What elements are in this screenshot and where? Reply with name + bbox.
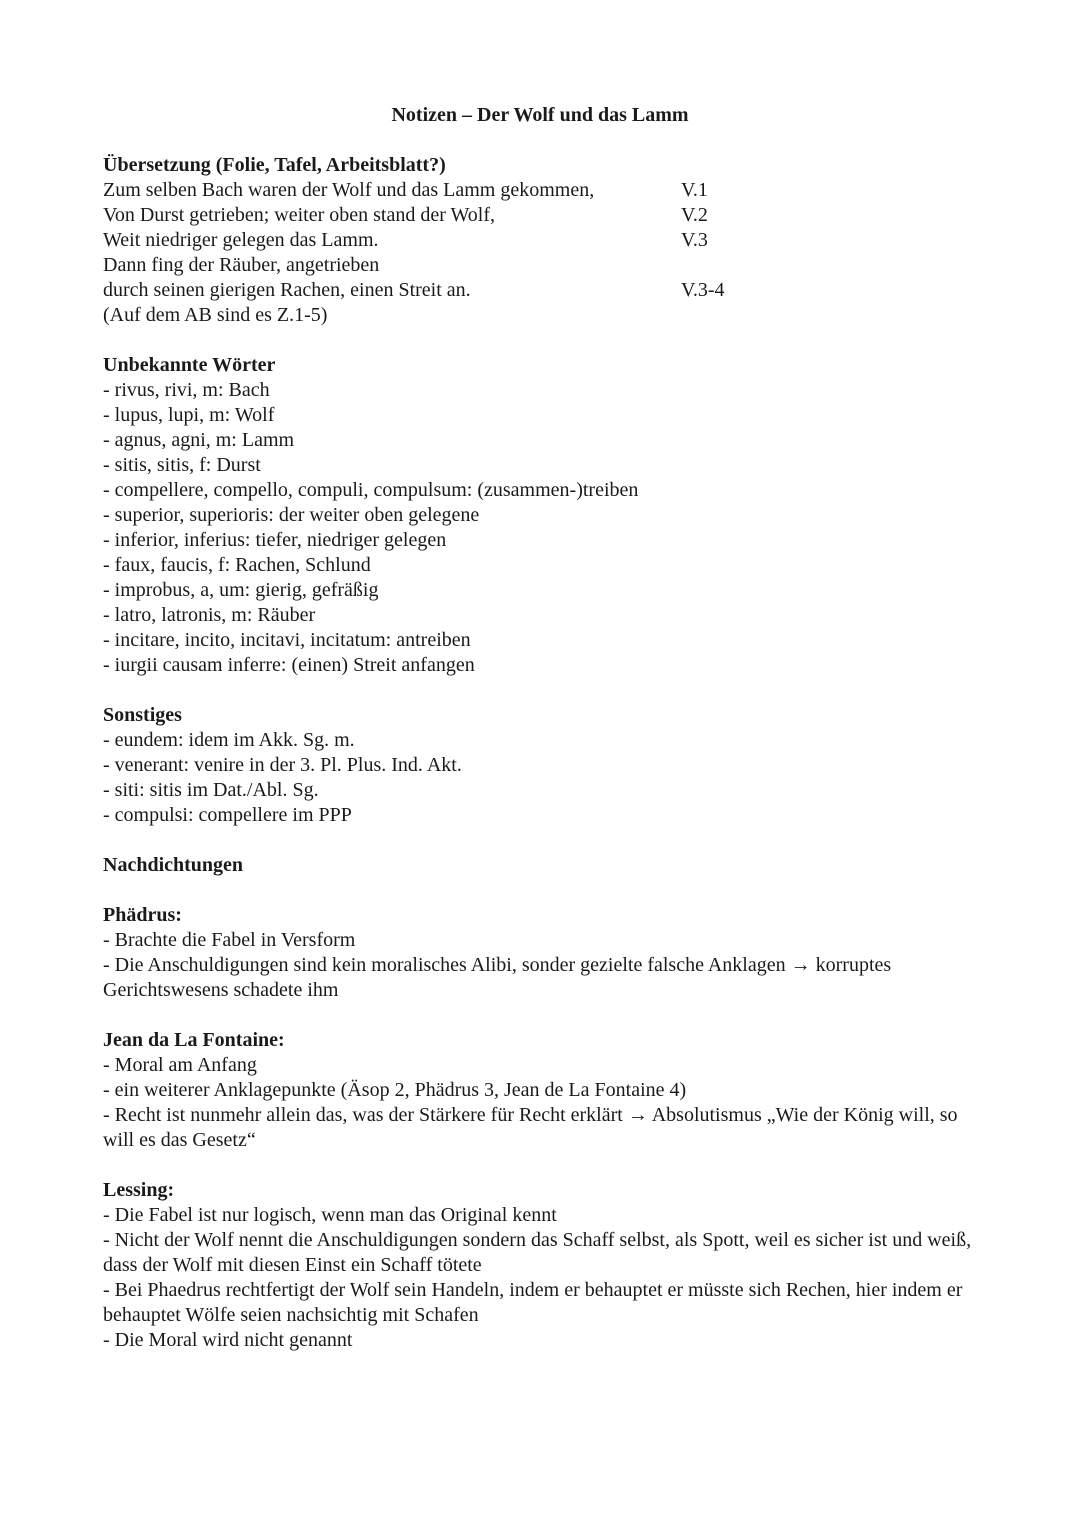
vocab-item: - incitare, incito, incitavi, incitatum: antreiben	[103, 629, 471, 651]
lessing-item: - Bei Phaedrus rechtfertigt der Wolf sein Handeln, indem er behauptet er müsste sich Rechen, hier indem er behauptet Wölfe seien nachsichtig mit Schafen	[103, 1279, 963, 1326]
vocab-item: - inferior, inferius: tiefer, niedriger gelegen	[103, 529, 447, 551]
translation-row	[103, 178, 973, 203]
translation-text: Von Durst getrieben; weiter oben stand der Wolf,	[103, 204, 496, 226]
spacer	[103, 878, 973, 903]
spacer	[103, 828, 973, 853]
vocab-item: - rivus, rivi, m: Bach	[103, 379, 270, 401]
lafontaine-item: - ein weiterer Anklagepunkte (Äsop 2, Phädrus 3, Jean de La Fontaine 4)	[103, 1079, 687, 1101]
phaedrus-item: - Die Anschuldigungen sind kein moralisches Alibi, sonder gezielte falsche Anklagen → korruptes Gerichtswesens schadete ihm	[103, 954, 892, 1001]
translation-text: (Auf dem AB sind es Z.1-5)	[103, 304, 328, 326]
vocab-heading: Unbekannte Wörter	[103, 354, 276, 376]
vocab-item: - superior, superioris: der weiter oben gelegene	[103, 504, 480, 526]
document-title: Notizen – Der Wolf und das Lamm	[391, 104, 689, 126]
nachdichtungen-heading: Nachdichtungen	[103, 854, 244, 876]
verse-reference: V.3	[681, 229, 708, 251]
translation-row	[103, 303, 973, 328]
lessing-heading: Lessing:	[103, 1179, 175, 1201]
translation-row	[103, 278, 973, 303]
misc-item: - compulsi: compellere im PPP	[103, 804, 352, 826]
phaedrus-heading: Phädrus:	[103, 904, 182, 926]
spacer	[103, 1003, 973, 1028]
lafontaine-item: - Recht ist nunmehr allein das, was der Stärkere für Recht erklärt → Absolutismus „Wie der König will, so will es das Gesetz“	[103, 1104, 958, 1151]
phaedrus-item: - Brachte die Fabel in Versform	[103, 929, 356, 951]
translation-text: durch seinen gierigen Rachen, einen Streit an.	[103, 279, 471, 301]
lessing-item: - Die Fabel ist nur logisch, wenn man das Original kennt	[103, 1204, 557, 1226]
lessing-item: - Die Moral wird nicht genannt	[103, 1329, 353, 1351]
vocab-item: - latro, latronis, m: Räuber	[103, 604, 316, 626]
vocab-item: - agnus, agni, m: Lamm	[103, 429, 295, 451]
vocab-item: - improbus, a, um: gierig, gefräßig	[103, 579, 379, 601]
translation-heading: Übersetzung (Folie, Tafel, Arbeitsblatt?)	[103, 154, 446, 176]
spacer	[103, 328, 973, 353]
translation-row	[103, 203, 973, 228]
vocab-item: - sitis, sitis, f: Durst	[103, 454, 261, 476]
vocab-item: - lupus, lupi, m: Wolf	[103, 404, 275, 426]
spacer	[103, 1153, 973, 1178]
misc-item: - siti: sitis im Dat./Abl. Sg.	[103, 779, 319, 801]
translation-row	[103, 228, 973, 253]
translation-row	[103, 253, 973, 278]
vocab-item: - compellere, compello, compuli, compulsum: (zusammen-)treiben	[103, 479, 639, 501]
document-content	[103, 153, 973, 1353]
translation-text: Weit niedriger gelegen das Lamm.	[103, 229, 379, 251]
translation-text: Zum selben Bach waren der Wolf und das Lamm gekommen,	[103, 179, 595, 201]
misc-item: - venerant: venire in der 3. Pl. Plus. Ind. Akt.	[103, 754, 462, 776]
translation-text: Dann fing der Räuber, angetrieben	[103, 254, 380, 276]
verse-reference: V.3-4	[681, 279, 725, 301]
lafontaine-item: - Moral am Anfang	[103, 1054, 257, 1076]
lafontaine-heading: Jean da La Fontaine:	[103, 1029, 285, 1051]
vocab-item: - iurgii causam inferre: (einen) Streit anfangen	[103, 654, 475, 676]
spacer	[103, 678, 973, 703]
misc-heading: Sonstiges	[103, 704, 182, 726]
misc-item: - eundem: idem im Akk. Sg. m.	[103, 729, 355, 751]
verse-reference: V.2	[681, 204, 708, 226]
lessing-item: - Nicht der Wolf nennt die Anschuldigungen sondern das Schaff selbst, als Spott, weil es sicher ist und weiß, dass der Wolf mit diesen Einst ein Schaff tötete	[103, 1229, 972, 1276]
vocab-item: - faux, faucis, f: Rachen, Schlund	[103, 554, 371, 576]
verse-reference: V.1	[681, 179, 708, 201]
